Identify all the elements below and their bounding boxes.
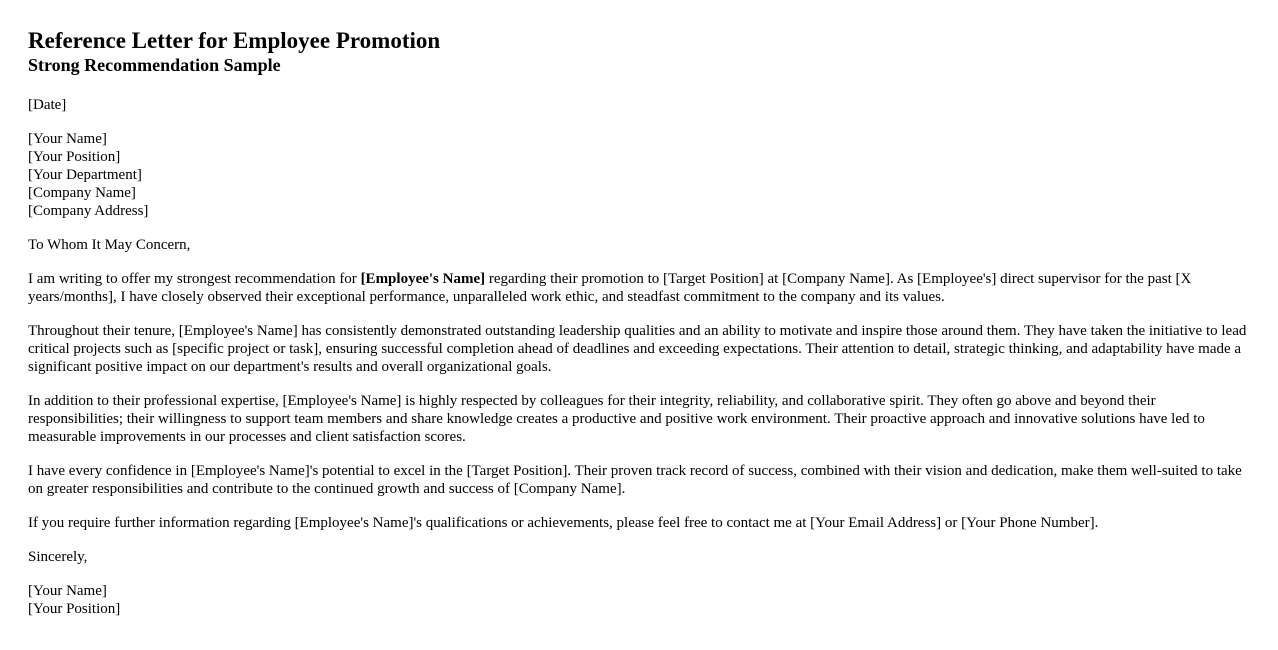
intro-paragraph — [28, 270, 1250, 306]
closing: Sincerely, — [28, 549, 88, 565]
salutation: To Whom It May Concern, — [28, 237, 191, 253]
page-subtitle: Strong Recommendation Sample — [28, 55, 281, 75]
body-paragraph-contact: If you require further information regarding [Employee's Name]'s qualifications or achievements, please feel free to contact me at [Your Email Address] or [Your Phone Number]. — [28, 515, 1099, 531]
signature-position: [Your Position] — [28, 601, 121, 617]
employee-name-bold: [Employee's Name] — [360, 271, 486, 287]
intro-text-before: I am writing to offer my strongest recommendation for — [28, 271, 361, 287]
sender-address — [28, 130, 1250, 220]
intro-text-after: regarding their promotion to [Target Position] at [Company Name]. As [Employee's] direct supervisor for the past [X years/months], I have closely observed their exceptional performance, unparalleled work ethic, and steadfast commitment to the company and its values. — [28, 271, 1192, 305]
sender-company-name: [Company Name] — [28, 185, 136, 201]
signature-name: [Your Name] — [28, 583, 107, 599]
sender-name: [Your Name] — [28, 131, 107, 147]
date-line: [Date] — [28, 97, 67, 113]
page-title: Reference Letter for Employee Promotion — [28, 28, 441, 53]
body-paragraph-leadership: Throughout their tenure, [Employee's Name] has consistently demonstrated outstanding leadership qualities and an ability to motivate and inspire those around them. They have taken the initiative to lead critical projects such as [specific project or task], ensuring successful completion ahead of deadlines and exceeding expectations. Their attention to detail, strategic thinking, and adaptability have made a significant positive impact on our department's results and overall organizational goals. — [28, 323, 1247, 375]
body-paragraph-confidence: I have every confidence in [Employee's Name]'s potential to excel in the [Target Position]. Their proven track record of success, combined with their vision and dedication, make them well-suited to take on greater responsibilities and contribute to the continued growth and success of [Company Name]. — [28, 463, 1242, 497]
sender-department: [Your Department] — [28, 167, 142, 183]
sender-position: [Your Position] — [28, 149, 121, 165]
body-paragraph-collaboration: In addition to their professional expertise, [Employee's Name] is highly respected by colleagues for their integrity, reliability, and collaborative spirit. They often go above and beyond their responsibilities; their willingness to support team members and share knowledge creates a productive and positive work environment. Their proactive approach and innovative solutions have led to measurable improvements in our processes and client satisfaction scores. — [28, 393, 1205, 445]
sender-company-address: [Company Address] — [28, 203, 149, 219]
signature-block — [28, 582, 1250, 618]
